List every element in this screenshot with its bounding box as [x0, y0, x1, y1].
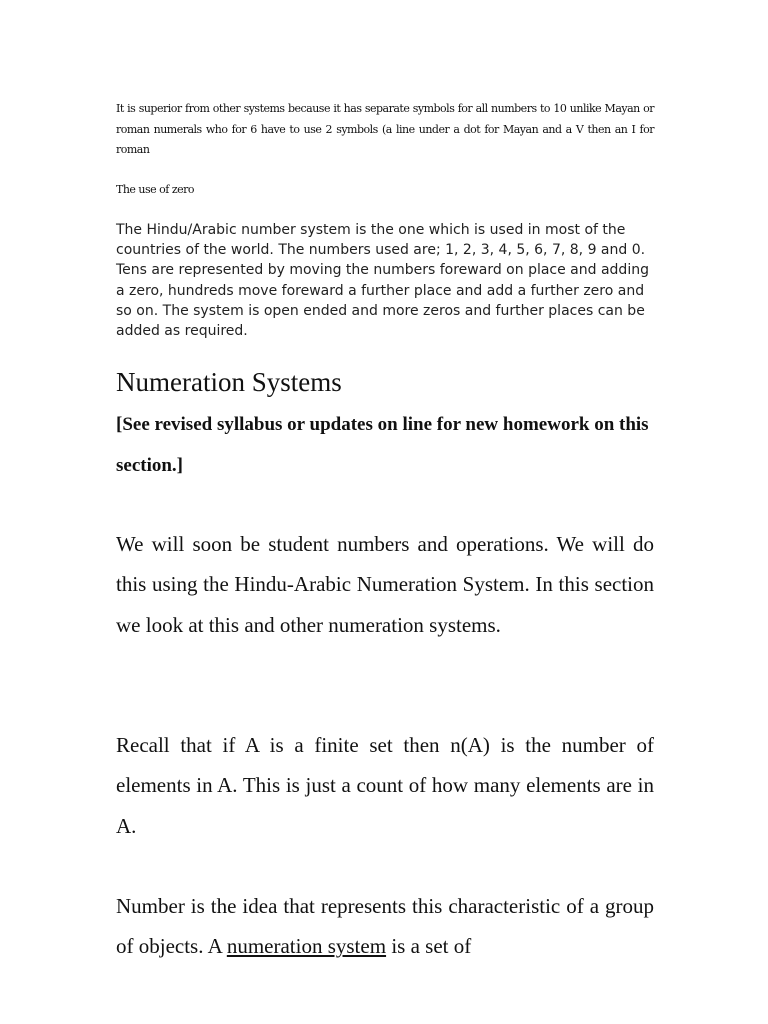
- paragraph-hindu-arabic-system: The Hindu/Arabic number system is the one which is used in most of the countries of the world. The numbers used are; 1, 2, 3, 4, 5, 6, 7, 8, 9 and 0. Tens are represented by moving the numbers foreward on place and adding a zero, hundreds move foreward a further place and add a further zero and so on. The system is open ended and more zeros and further places can be added as required.: [116, 222, 649, 340]
- paragraph-recall-finite-set: Recall that if A is a finite set then n(A) is the number of elements in A. This is just a count of how many elements are in A.: [116, 733, 654, 838]
- number-definition-start: Number is the idea that represents this characteristic of a group of objects. A: [116, 894, 654, 959]
- paragraph-intro: We will soon be student numbers and operations. We will do this using the Hindu-Arabic Numeration System. In this section we look at this and other numeration systems.: [116, 532, 654, 637]
- paragraph-use-of-zero: The use of zero: [116, 183, 195, 196]
- section-heading: Numeration Systems: [116, 367, 342, 397]
- numeration-system-term: numeration system: [226, 934, 387, 959]
- paragraph-number-definition: [116, 886, 654, 967]
- number-definition-end: is a set of: [386, 934, 472, 959]
- syllabus-notice: [See revised syllabus or updates on line for new homework on this section.]: [116, 414, 649, 476]
- paragraph-superior-symbols: It is superior from other systems because it has separate symbols for all numbers to 10 unlike Mayan or roman numerals who for 6 have to use 2 symbols (a line under a dot for Mayan and a V then an I for roman: [116, 102, 654, 156]
